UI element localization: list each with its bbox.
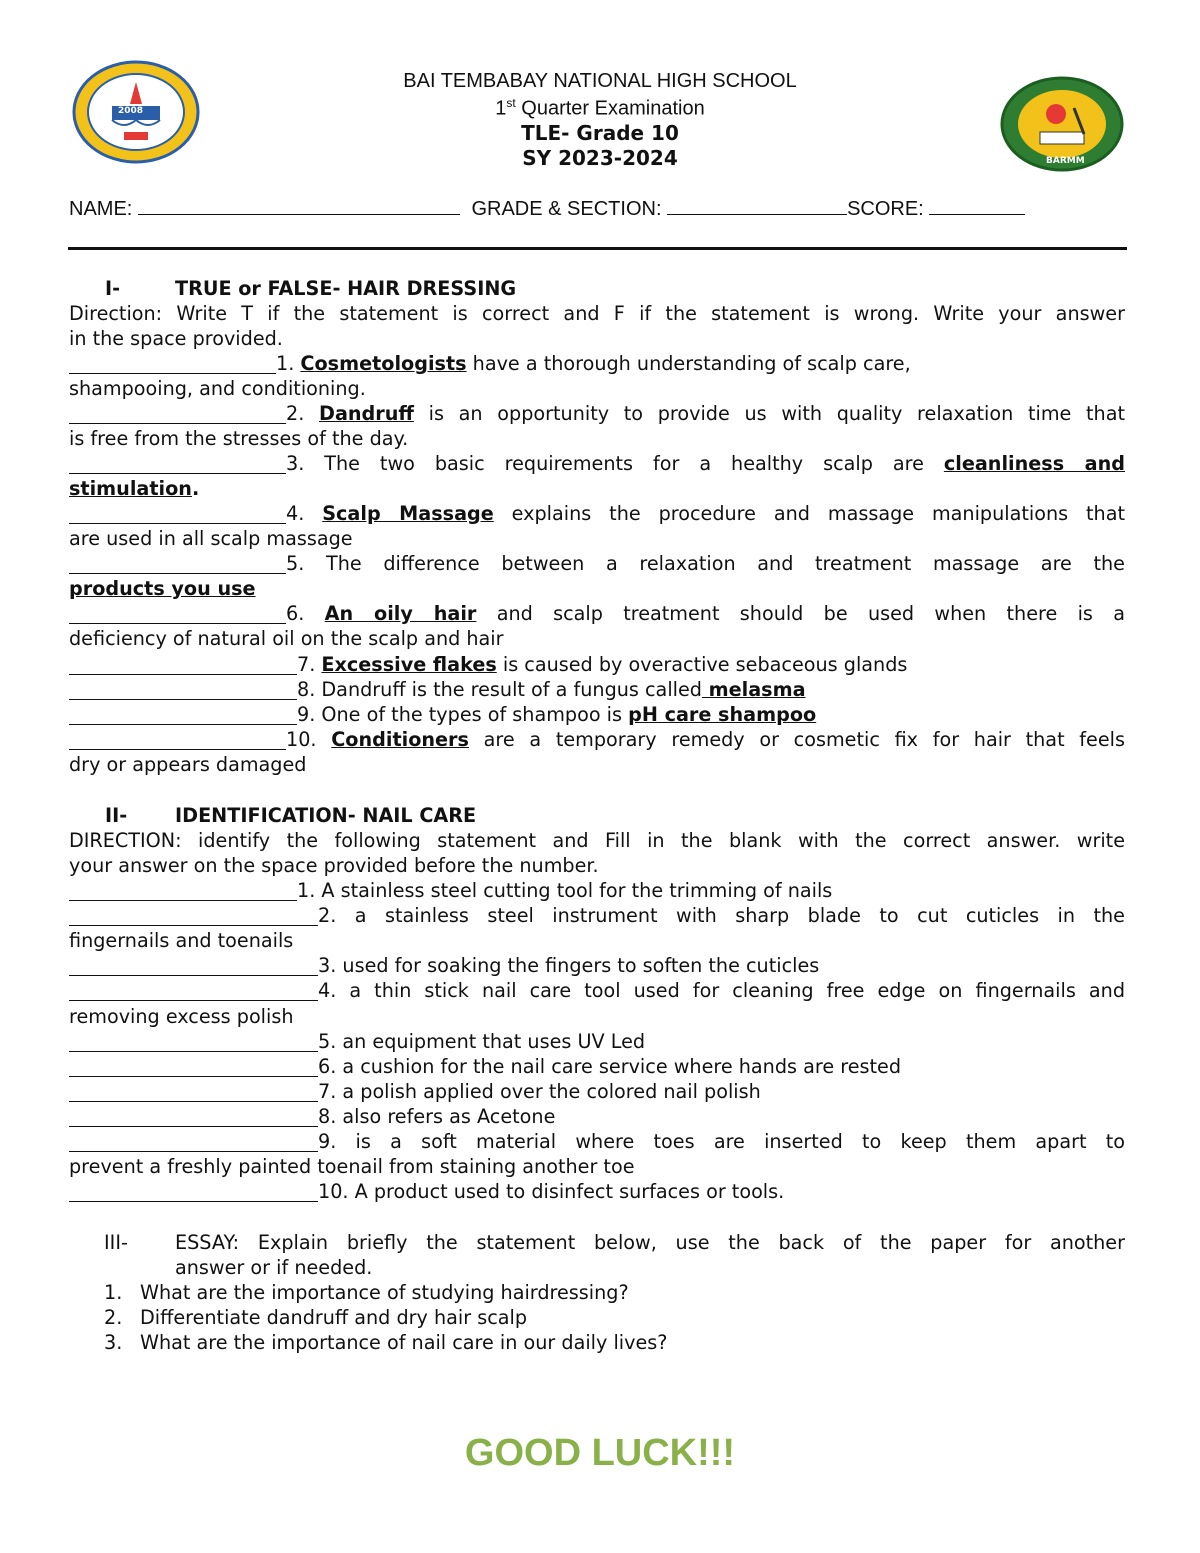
id-item-3 bbox=[69, 953, 1125, 978]
item-text: 3. used for soaking the fingers to soften the cuticles bbox=[318, 954, 820, 977]
item-text: . bbox=[191, 477, 200, 500]
answer-blank[interactable] bbox=[69, 553, 286, 574]
item-text: 5. an equipment that uses UV Led bbox=[318, 1030, 646, 1053]
essay-text: What are the importance of nail care in our daily lives? bbox=[140, 1331, 668, 1354]
quarter-suffix: st bbox=[506, 96, 516, 110]
key-term: melasma bbox=[701, 678, 806, 701]
answer-blank[interactable] bbox=[69, 955, 318, 976]
section-3-number: III- bbox=[104, 1231, 128, 1254]
key-term: cleanliness and bbox=[943, 452, 1126, 475]
section-1-direction: Direction: Write T if the statement is correct and F if the statement is wrong. Write your answer bbox=[69, 302, 1125, 325]
grade-label: GRADE & SECTION: bbox=[471, 198, 662, 220]
item-text: 8. Dandruff is the result of a fungus called bbox=[297, 678, 702, 701]
section-1-direction-cont: in the space provided. bbox=[69, 327, 283, 350]
header-divider bbox=[68, 247, 1127, 250]
key-term: An oily hair bbox=[324, 602, 477, 625]
essay-item bbox=[104, 1330, 1124, 1355]
tf-item-5-cont bbox=[69, 576, 1125, 601]
answer-blank[interactable] bbox=[69, 654, 297, 675]
answer-blank[interactable] bbox=[69, 704, 297, 725]
section-2-direction: DIRECTION: identify the following statement and Fill in the blank with the correct answer. write bbox=[69, 829, 1125, 852]
id-item-9-cont: prevent a freshly painted toenail from staining another toe bbox=[69, 1155, 635, 1178]
key-term: products you use bbox=[69, 577, 256, 600]
item-number: 1. bbox=[276, 352, 295, 375]
item-number: 3. bbox=[286, 452, 305, 475]
id-item-2-cont: fingernails and toenails bbox=[69, 929, 294, 952]
tf-item-8 bbox=[69, 677, 1125, 702]
answer-blank[interactable] bbox=[69, 729, 286, 750]
item-text: are a temporary remedy or cosmetic fix for hair that feels bbox=[468, 728, 1125, 751]
quarter-rest: Quarter Examination bbox=[515, 97, 705, 120]
student-info-row bbox=[69, 196, 1025, 221]
section-3-title-cont: answer or if needed. bbox=[175, 1256, 373, 1279]
section-1-number: I- bbox=[105, 277, 121, 300]
item-text: 1. A stainless steel cutting tool for the trimming of nails bbox=[297, 879, 833, 902]
item-text: The two basic requirements for a healthy scalp are bbox=[324, 452, 924, 475]
id-item-1 bbox=[69, 878, 1125, 903]
id-item-4-cont: removing excess polish bbox=[69, 1005, 294, 1028]
answer-blank[interactable] bbox=[69, 679, 297, 700]
essay-number: 1. bbox=[104, 1281, 123, 1304]
item-text: is caused by overactive sebaceous glands bbox=[496, 653, 908, 676]
key-term: Scalp Massage bbox=[322, 502, 494, 525]
id-item-5 bbox=[69, 1029, 1125, 1054]
subject-title: TLE- Grade 10 bbox=[521, 121, 679, 145]
answer-blank[interactable] bbox=[69, 1106, 318, 1127]
tf-item-4 bbox=[69, 501, 1125, 526]
tf-item-10-cont: dry or appears damaged bbox=[69, 753, 307, 776]
answer-blank[interactable] bbox=[69, 503, 286, 524]
essay-number: 3. bbox=[104, 1331, 123, 1354]
quarter-number: 1 bbox=[495, 97, 507, 120]
key-term: Conditioners bbox=[331, 728, 469, 751]
answer-blank[interactable] bbox=[69, 980, 318, 1001]
key-term: Cosmetologists bbox=[300, 352, 467, 375]
tf-item-3-cont bbox=[69, 476, 1125, 501]
quarter-title bbox=[0, 96, 1200, 121]
section-2-heading bbox=[69, 803, 1125, 828]
school-logo-year: 2008 bbox=[118, 106, 144, 116]
item-text: 8. also refers as Acetone bbox=[318, 1105, 556, 1128]
answer-blank[interactable] bbox=[69, 1031, 318, 1052]
section-1-heading bbox=[69, 276, 1125, 301]
answer-blank[interactable] bbox=[69, 603, 286, 624]
tf-item-6-cont: deficiency of natural oil on the scalp and hair bbox=[69, 627, 504, 650]
item-number: 6. bbox=[286, 602, 305, 625]
item-number: 4. bbox=[286, 502, 305, 525]
tf-item-7 bbox=[69, 652, 1125, 677]
tf-item-1-cont: shampooing, and conditioning. bbox=[69, 377, 366, 400]
answer-blank[interactable] bbox=[69, 880, 297, 901]
school-year: SY 2023-2024 bbox=[522, 146, 678, 170]
id-item-9 bbox=[69, 1129, 1125, 1154]
id-item-7 bbox=[69, 1079, 1125, 1104]
section-2-number: II- bbox=[105, 804, 128, 827]
essay-item bbox=[104, 1280, 1124, 1305]
answer-blank[interactable] bbox=[69, 453, 286, 474]
id-item-2 bbox=[69, 903, 1125, 928]
essay-text: Differentiate dandruff and dry hair scalp bbox=[140, 1306, 528, 1329]
section-2-title: IDENTIFICATION- NAIL CARE bbox=[175, 804, 477, 827]
id-item-10 bbox=[69, 1179, 1125, 1204]
item-text: 9. is a soft material where toes are inserted to keep them apart to bbox=[318, 1130, 1125, 1153]
item-text: 4. a thin stick nail care tool used for cleaning free edge on fingernails and bbox=[318, 979, 1125, 1002]
answer-blank[interactable] bbox=[69, 403, 286, 424]
item-number: 2. bbox=[286, 402, 305, 425]
item-text: 9. One of the types of shampoo is bbox=[297, 703, 629, 726]
answer-blank[interactable] bbox=[69, 353, 276, 374]
key-term: Dandruff bbox=[319, 402, 414, 425]
item-number: 10. bbox=[286, 728, 317, 751]
item-text: is an opportunity to provide us with quality relaxation time that bbox=[413, 402, 1125, 425]
tf-item-2-cont: is free from the stresses of the day. bbox=[69, 427, 409, 450]
tf-item-9 bbox=[69, 702, 1125, 727]
tf-item-1 bbox=[69, 351, 1125, 376]
tf-item-2 bbox=[69, 401, 1125, 426]
id-item-6 bbox=[69, 1054, 1125, 1079]
id-item-8 bbox=[69, 1104, 1125, 1129]
item-text: The difference between a relaxation and treatment massage are the bbox=[325, 552, 1125, 575]
tf-item-3 bbox=[69, 451, 1125, 476]
score-label: SCORE: bbox=[847, 198, 924, 220]
key-term: Excessive flakes bbox=[321, 653, 497, 676]
answer-blank[interactable] bbox=[69, 905, 318, 926]
tf-item-10 bbox=[69, 727, 1125, 752]
name-blank[interactable] bbox=[138, 196, 460, 215]
section-2-direction-cont: your answer on the space provided before the number. bbox=[69, 854, 599, 877]
item-text: 2. a stainless steel instrument with sharp blade to cut cuticles in the bbox=[318, 904, 1125, 927]
item-text: and scalp treatment should be used when there is a bbox=[476, 602, 1125, 625]
tf-item-4-cont: are used in all scalp massage bbox=[69, 527, 353, 550]
item-text: 10. A product used to disinfect surfaces or tools. bbox=[318, 1180, 785, 1203]
item-text: explains the procedure and massage manipulations that bbox=[493, 502, 1125, 525]
name-label: NAME: bbox=[69, 198, 133, 220]
item-text: 6. a cushion for the nail care service where hands are rested bbox=[318, 1055, 902, 1078]
essay-text: What are the importance of studying hairdressing? bbox=[140, 1281, 629, 1304]
ministry-logo-bottom: BARMM bbox=[1046, 156, 1085, 166]
key-term: pH care shampoo bbox=[628, 703, 817, 726]
tf-item-5 bbox=[69, 551, 1125, 576]
tf-item-6 bbox=[69, 601, 1125, 626]
item-text: 7. a polish applied over the colored nail polish bbox=[318, 1080, 761, 1103]
section-3-title: ESSAY: Explain briefly the statement below, use the back of the paper for another bbox=[175, 1231, 1125, 1254]
answer-blank[interactable] bbox=[69, 1181, 318, 1202]
item-number: 5. bbox=[286, 552, 305, 575]
id-item-4 bbox=[69, 978, 1125, 1003]
score-blank[interactable] bbox=[929, 196, 1025, 215]
answer-blank[interactable] bbox=[69, 1081, 318, 1102]
item-number: 7. bbox=[297, 653, 316, 676]
item-text: have a thorough understanding of scalp care, bbox=[466, 352, 911, 375]
school-name: BAI TEMBABAY NATIONAL HIGH SCHOOL bbox=[403, 70, 797, 92]
answer-blank[interactable] bbox=[69, 1056, 318, 1077]
grade-blank[interactable] bbox=[667, 196, 847, 215]
essay-item bbox=[104, 1305, 1124, 1330]
answer-blank[interactable] bbox=[69, 1131, 318, 1152]
key-term: stimulation bbox=[69, 477, 192, 500]
section-1-title: TRUE or FALSE- HAIR DRESSING bbox=[175, 277, 517, 300]
essay-number: 2. bbox=[104, 1306, 123, 1329]
good-luck-message: GOOD LUCK!!! bbox=[464, 1432, 736, 1474]
